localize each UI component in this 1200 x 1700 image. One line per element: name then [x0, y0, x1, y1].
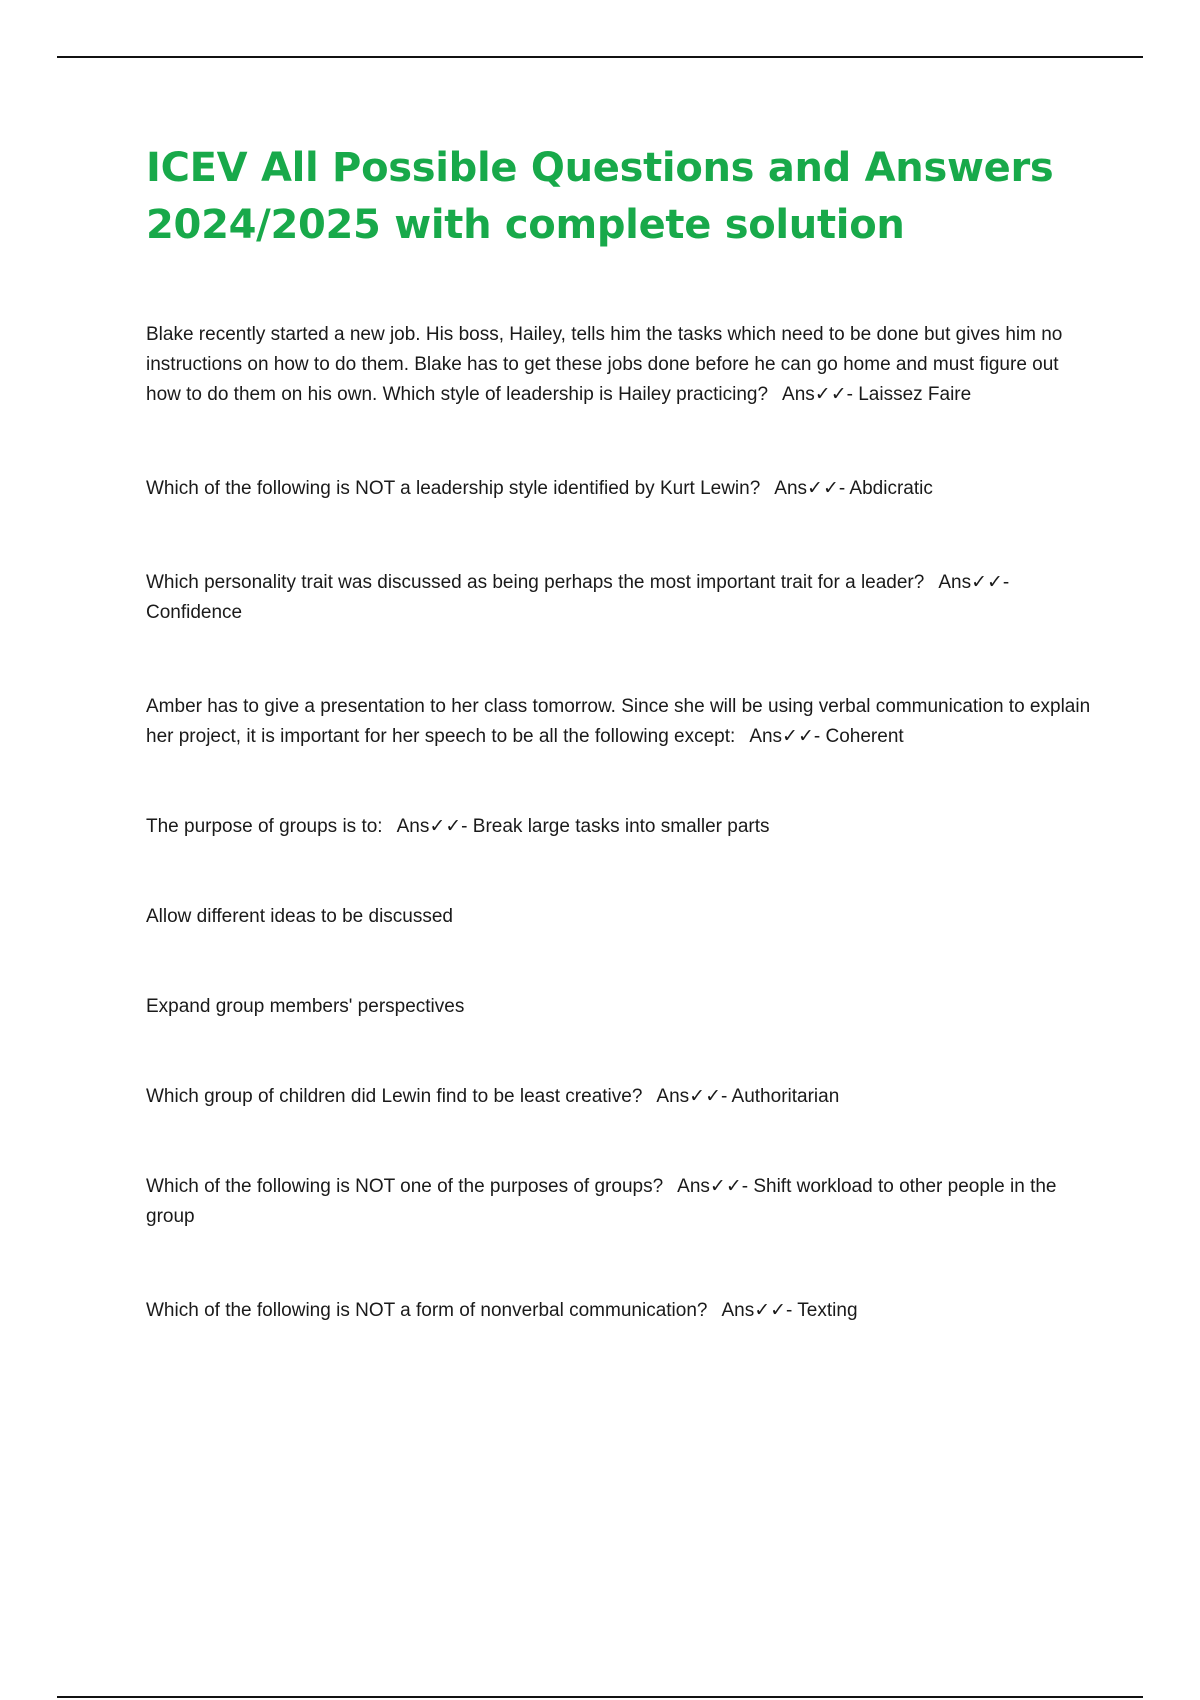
qa-item: [146, 692, 1096, 752]
question-text: Amber has to give a presentation to her class tomorrow. Since she will be using verbal communication to explain her project, it is important for her speech to be all the following except:: [146, 696, 1091, 747]
qa-item: [146, 320, 1096, 410]
document-page: [146, 140, 1096, 1326]
answer-continuation: Expand group members' perspectives: [146, 996, 465, 1017]
qa-item: [146, 474, 1096, 504]
qa-item: [146, 1296, 1096, 1326]
bottom-rule: [57, 1696, 1143, 1698]
question-text: Which of the following is NOT a leadership style identified by Kurt Lewin?: [146, 478, 761, 499]
qa-item: [146, 1172, 1096, 1232]
answer-text: Ans✓✓- Texting: [721, 1300, 858, 1321]
question-text: Which personality trait was discussed as being perhaps the most important trait for a leader?: [146, 572, 925, 593]
answer-text: Ans✓✓- Authoritarian: [656, 1086, 840, 1107]
answer-text: Ans✓✓- Coherent: [749, 726, 904, 747]
qa-item: [146, 812, 1096, 842]
qa-item: [146, 1082, 1096, 1112]
title-line-1: ICEV All Possible Questions and Answers: [146, 145, 1054, 191]
question-text: Which of the following is NOT a form of nonverbal communication?: [146, 1300, 708, 1321]
question-text: The purpose of groups is to:: [146, 816, 383, 837]
answer-text: Ans✓✓- Shift workload to other people in the group: [146, 1176, 1057, 1227]
answer-text: Ans✓✓- Confidence: [146, 572, 1010, 623]
answer-text: Ans✓✓- Laissez Faire: [782, 384, 972, 405]
answer-text: Ans✓✓- Break large tasks into smaller parts: [396, 816, 770, 837]
question-text: Blake recently started a new job. His boss, Hailey, tells him the tasks which need to be done but gives him no instructions on how to do them. Blake has to get these jobs done before he can go home and must figure out how to do them on his own. Which style of leadership is Hailey practicing?: [146, 324, 1063, 405]
top-rule: [57, 56, 1143, 58]
qa-list: [146, 320, 1096, 1326]
document-title: [146, 140, 1096, 254]
question-text: Which of the following is NOT one of the purposes of groups?: [146, 1176, 664, 1197]
question-text: Which group of children did Lewin find to be least creative?: [146, 1086, 643, 1107]
title-line-2: 2024/2025 with complete solution: [146, 202, 905, 248]
answer-continuation: Allow different ideas to be discussed: [146, 906, 453, 927]
answer-text: Ans✓✓- Abdicratic: [774, 478, 933, 499]
qa-item: [146, 568, 1096, 628]
